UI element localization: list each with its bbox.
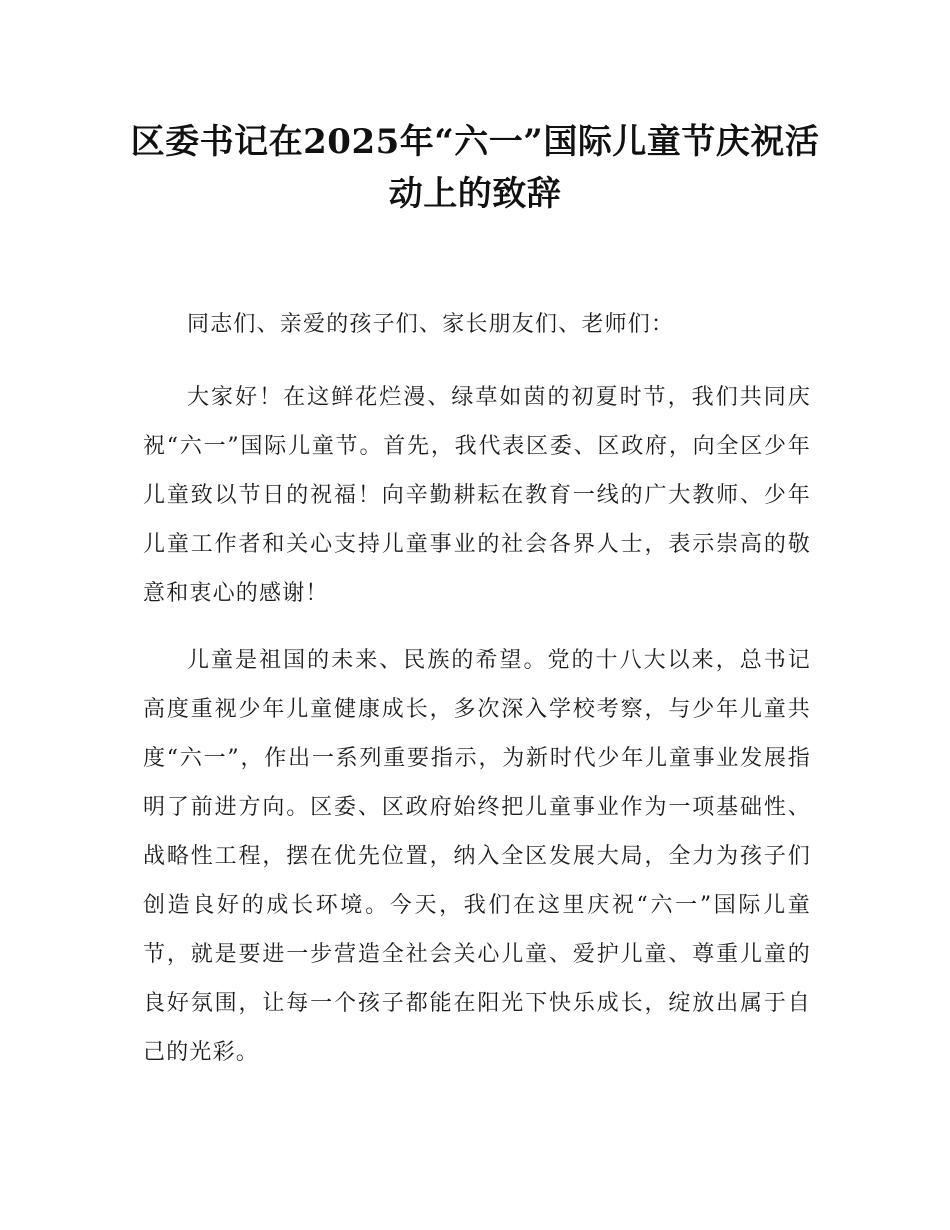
salutation-paragraph: 同志们、亲爱的孩子们、家长朋友们、老师们： [187,312,675,337]
document-title: 区委书记在2025年“六一”国际儿童节庆祝活动上的致辞 [130,122,820,214]
greeting-paragraph: 大家好！在这鲜花烂漫、绿草如茵的初夏时节，我们共同庆祝“六一”国际儿童节。首先，我代表区委、区政府，向全区少年儿童致以节日的祝福！向辛勤耕耘在教育一线的广大教师、少年儿童工作者和关心支持儿童事业的社会各界人士，表示崇高的敬意和衷心的感谢！ [143,385,811,606]
document-body [143,300,811,1095]
body-paragraph: 儿童是祖国的未来、民族的希望。党的十八大以来，总书记高度重视少年儿童健康成长，多次深入学校考察，与少年儿童共度“六一”，作出一系列重要指示，为新时代少年儿童事业发展指明了前进方向。区委、区政府始终把儿童事业作为一项基础性、战略性工程，摆在优先位置，纳入全区发展大局，全力为孩子们创造良好的成长环境。今天，我们在这里庆祝“六一”国际儿童节，就是要进一步营造全社会关心儿童、爱护儿童、尊重儿童的良好氛围，让每一个孩子都能在阳光下快乐成长，绽放出属于自己的光彩。 [143,648,811,1065]
